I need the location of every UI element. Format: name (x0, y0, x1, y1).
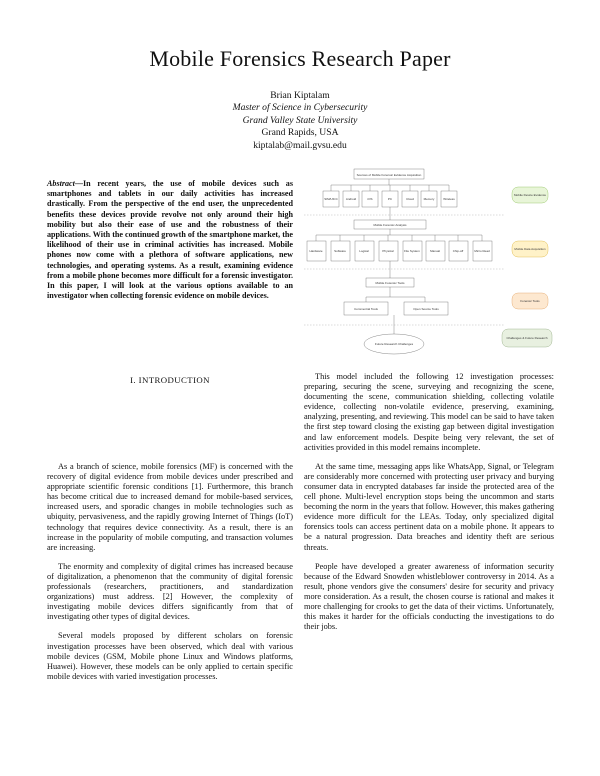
author-name: Brian Kiptalam (270, 90, 330, 101)
author-email[interactable]: kiptalab@mail.gvsu.edu (253, 139, 347, 151)
author-location: Grand Rapids, USA (261, 127, 339, 139)
body-paragraph: This model included the following 12 investigation processes: preparing, securing the scene, surveying and recognizing the scene, documenting the scene, communication shielding, collecting volatile evidence, collecting non-volatile evidence, preserving, examining, analyzing, presenting, and reviewing. This model can be said to have taken the first step toward closing the existing gap between digital investigation and law enforcement models. Despite being very relevant, the set of activities provided in this model remains incomplete. (304, 372, 554, 452)
section-title: INTRODUCTION (138, 375, 210, 385)
diagram-text: Challenges & Future Research (506, 336, 548, 340)
diagram-text: Mobile Device Evidence (513, 193, 547, 197)
diagram-text: iOS (367, 197, 373, 201)
diagram-text: Chip-off (452, 249, 464, 253)
diagram-text: Memory (423, 197, 435, 201)
diagram-text: Commercial Tools (354, 307, 378, 311)
diagram-text: Mobile Data Acquisition (514, 247, 546, 251)
diagram-text: Logical (359, 249, 369, 253)
diagram-text: File System (404, 249, 420, 253)
diagram-text: Software (334, 249, 346, 253)
diagram-text: Manual (430, 249, 440, 253)
diagram-text: Android (345, 197, 357, 201)
section-heading (47, 375, 293, 385)
diagram-text: SIM/UICC (324, 197, 338, 201)
abstract-lead: Abstract (47, 179, 75, 188)
left-column (47, 462, 293, 691)
body-paragraph: The enormity and complexity of digital crimes has increased because of digitalization, a phenomenon that the community of digital forensic professionals (researchers, practitioners, and standardization organizations) must address. [2] However, the complexity of investigating mobile devices differs significantly from that of investigating other types of digital devices. (47, 561, 293, 622)
diagram-text: Open Source Tools (413, 307, 439, 311)
right-column (304, 372, 554, 641)
body-paragraph: As a branch of science, mobile forensics (MF) is concerned with the recovery of digital evidence from mobile devices under prescribed and appropriate scientific forensic conditions [1]. Furthermore, this branch has become critical due to increased demand for mobile-based services, increased users, and sporadic changes in mobile technologies such as ubiquity, pervasiveness, and the rapidly growing Internet of Things (IoT) technology that requires device connectivity. As a result, there is an increase in the popularity of mobile computing, and transaction volumes are increasing. (47, 462, 293, 552)
taxonomy-diagram (304, 167, 554, 364)
body-paragraph: At the same time, messaging apps like WhatsApp, Signal, or Telegram are considerably more concerned with protecting user privacy and burying consumer data in encrypted databases far inside the protected area of the cell phone. Multi-level encryption stops being the uncommon and starts becoming the norm in the years that follow. However, this makes gathering evidence more difficult for the LEAs. Today, only specialized digital forensics tools can access pertinent data on a mobile phone. It appears to be a natural progression. Data breaches and identity theft are serious threats. (304, 461, 554, 552)
taxonomy-figure (304, 167, 554, 364)
diagram-text: Mobile Forensic Analysis (373, 223, 407, 227)
diagram-text: Hardware (309, 249, 323, 253)
diagram-text: Future Research Challenges (374, 342, 414, 346)
author-block (0, 90, 600, 152)
diagram-text: Micro Read (474, 249, 490, 253)
body-paragraph: Several models proposed by different scholars on forensic investigation processes have been observed, which deal with various mobile devices (GSM, Mobile phone Linux and Windows platforms, Huawei). However, these models can be only applied to certain specific mobile devices with varied investigation processes. (47, 631, 293, 681)
author-degree: Master of Science in Cybersecurity (232, 102, 368, 114)
diagram-text: Forensic Tools (520, 299, 540, 303)
diagram-text: Sources of Mobile Forensic Evidence Acquisition (356, 173, 422, 177)
paper-title: Mobile Forensics Research Paper (149, 46, 451, 71)
abstract (47, 179, 293, 301)
diagram-text: Wireless (443, 197, 455, 201)
section-number: I. (130, 375, 137, 385)
diagram-text: Physical (382, 249, 394, 253)
body-paragraph: People have developed a greater awareness of information security because of the Edward Snowden whistleblower controversy in 2014. As a result, phone vendors give the consumers' desire for security and privacy more consideration. As a result, the chosen course is rational and makes it more challenging for crooks to get the data of their victims. Unfortunately, this makes it harder for the officials conducting the investigations to do their jobs. (304, 561, 554, 632)
diagram-text: Cloud (406, 197, 414, 201)
author-university: Grand Valley State University (242, 114, 358, 126)
diagram-text: Mobile Forensic Tools (375, 281, 405, 285)
diagram-text: PC (387, 197, 393, 201)
abstract-text: —In recent years, the use of mobile devices such as smartphones and tablets in our daily activities has increased drastically. From the perspective of the end user, the unprecedented benefits these devices provide revolve not only around their high mobility but also their ease of use and the robustness of their applications. With the continued growth of the smartphone market, the likelihood of their use in criminal activities has increased. Mobile phones now come with a plethora of software applications, new technologies, and operating systems. As a result, examining evidence from a mobile phone becomes more difficult for a forensic investigator. In this paper, I will look at the various options available to an investigator when collecting forensic evidence on mobile devices. (47, 179, 293, 301)
